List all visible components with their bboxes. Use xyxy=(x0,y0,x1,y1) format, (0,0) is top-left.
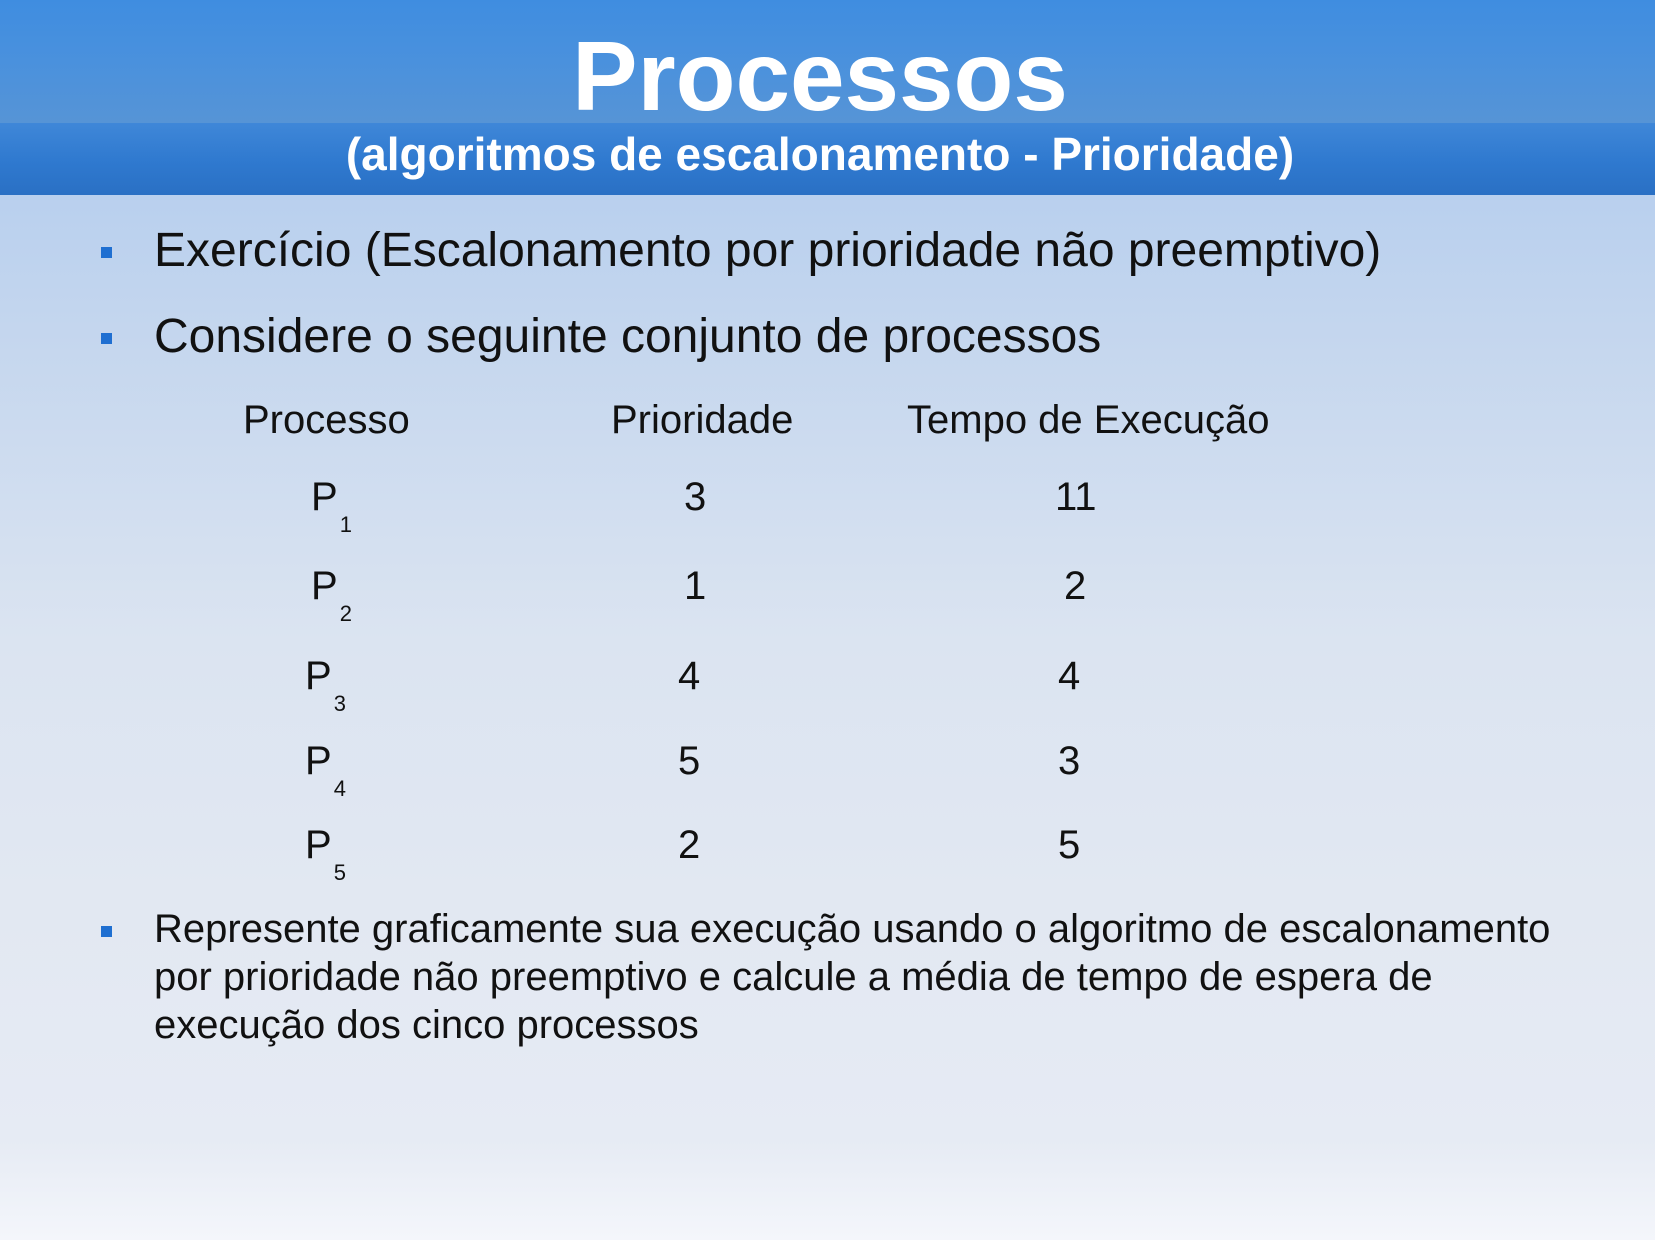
table-cell-time: 3 xyxy=(1058,739,1081,783)
table-cell-process: $P_1$ xyxy=(311,475,352,537)
table-header-prioridade: Prioridade xyxy=(611,398,794,442)
table-cell-priority: 1 xyxy=(684,564,707,608)
table-cell-process: $P_3$ xyxy=(305,654,346,716)
bullet-considere: Considere o seguinte conjunto de processos xyxy=(154,310,1102,363)
table-cell-time: 2 xyxy=(1064,564,1087,608)
bullet-represente: Represente graficamente sua execução usando o algoritmo de escalonamento por prioridade não preemptivo e calcule a média de tempo de espera de execução dos cinco processos xyxy=(154,907,1551,1047)
table-cell-time: 11 xyxy=(1055,475,1097,519)
slide-title: Processos xyxy=(572,21,1068,131)
table-cell-priority: 5 xyxy=(678,739,701,783)
table-cell-priority: 2 xyxy=(678,823,701,867)
bullet-exercicio: Exercício (Escalonamento por prioridade não preemptivo) xyxy=(154,224,1382,277)
table-cell-process: $P_5$ xyxy=(305,823,346,885)
bullet-square-icon xyxy=(101,926,112,937)
table-header-tempo: Tempo de Execução xyxy=(907,398,1270,442)
table-cell-process: $P_4$ xyxy=(305,739,346,801)
table-header-processo: Processo xyxy=(243,398,410,442)
table-cell-process: $P_2$ xyxy=(311,564,352,626)
slide-subtitle: (algoritmos de escalonamento - Prioridade) xyxy=(345,128,1295,180)
bullet-square-icon xyxy=(101,333,112,344)
table-cell-time: 4 xyxy=(1058,654,1081,698)
table-cell-priority: 4 xyxy=(678,654,701,698)
bullet-square-icon xyxy=(101,247,112,258)
table-cell-time: 5 xyxy=(1058,823,1081,867)
table-cell-priority: 3 xyxy=(684,475,707,519)
